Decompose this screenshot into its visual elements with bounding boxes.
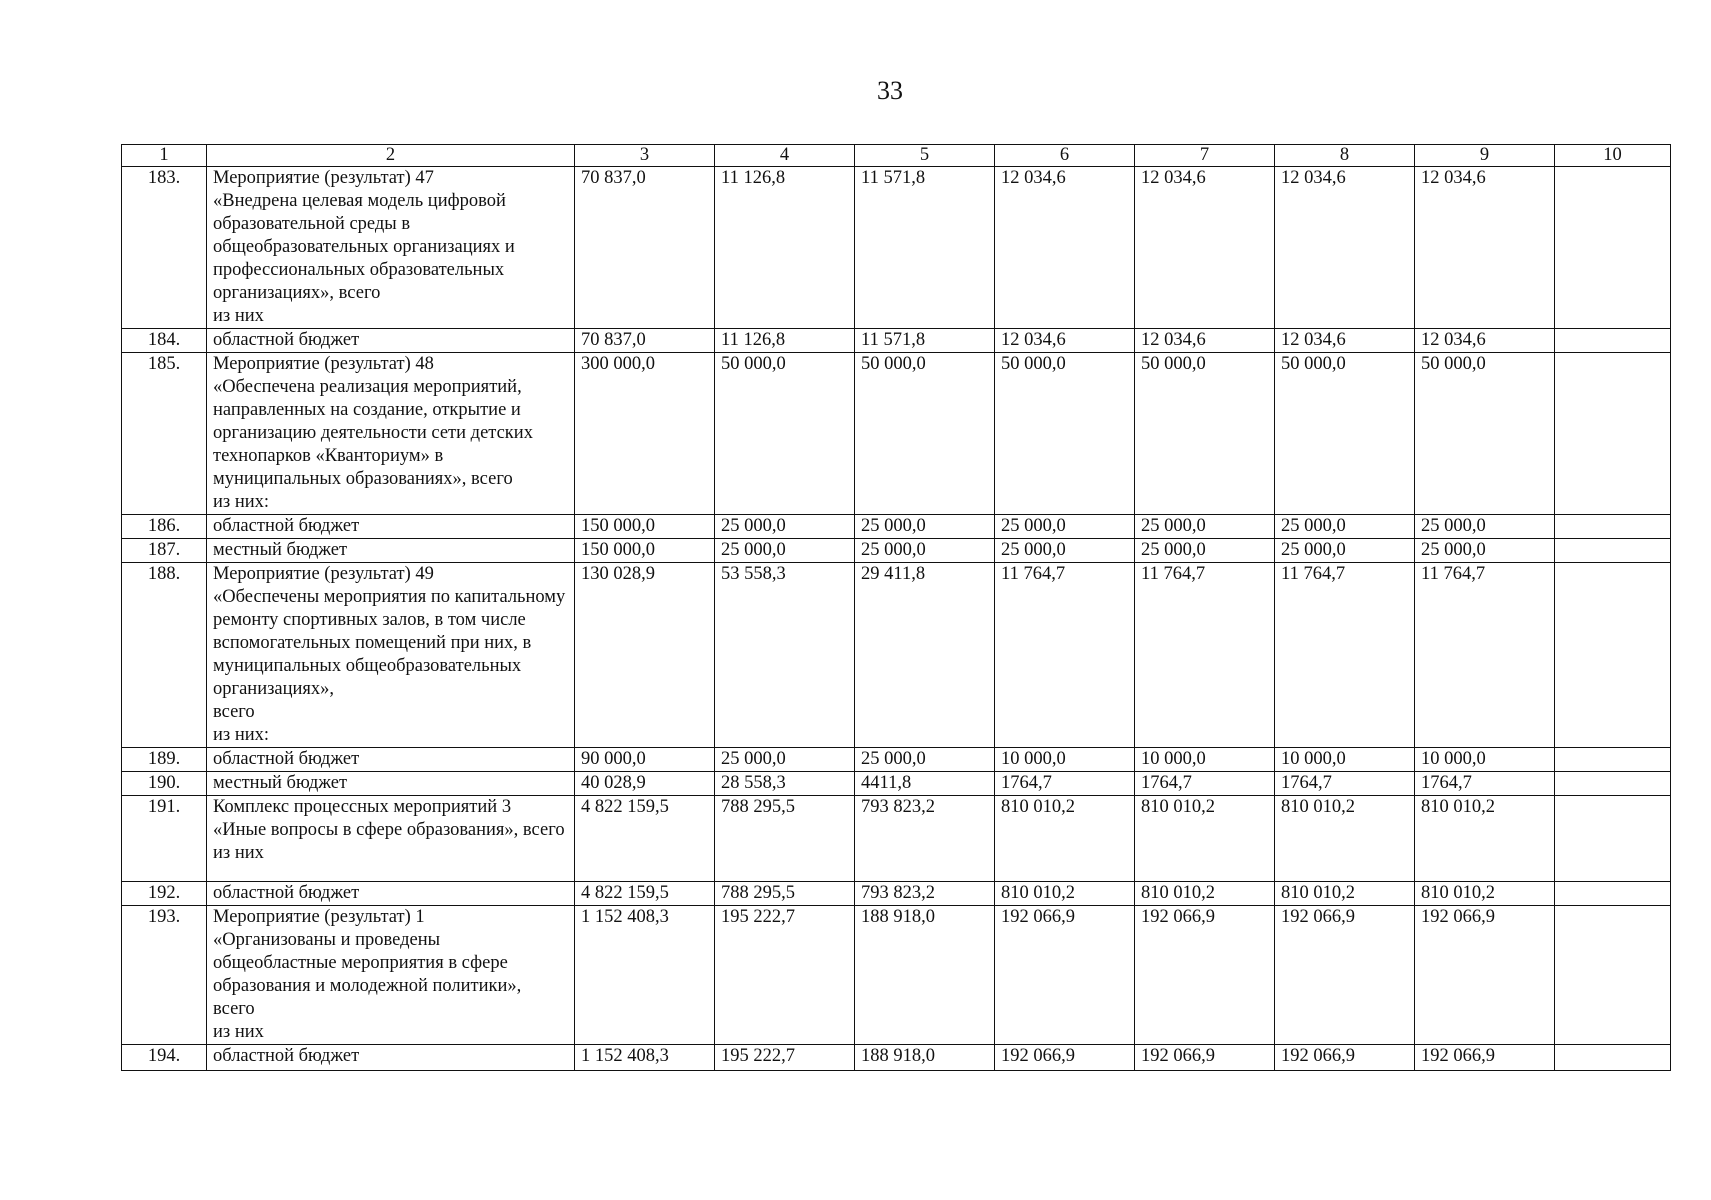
- row-number: 184.: [122, 329, 207, 353]
- row-number: 194.: [122, 1045, 207, 1071]
- table-row: [122, 329, 1671, 353]
- value-cell-col-10: [1555, 515, 1671, 539]
- table-row: [122, 353, 1671, 515]
- value-cell-col-10: [1555, 1045, 1671, 1071]
- value-cell-col-6: 1764,7: [995, 772, 1135, 796]
- row-name: областной бюджет: [207, 515, 575, 539]
- table-row: [122, 515, 1671, 539]
- value-cell-col-9: 810 010,2: [1415, 796, 1555, 882]
- value-cell-col-7: 50 000,0: [1135, 353, 1275, 515]
- value-cell-col-3: 40 028,9: [575, 772, 715, 796]
- value-cell-col-6: 11 764,7: [995, 563, 1135, 748]
- column-header-9: 9: [1415, 145, 1555, 167]
- value-cell-col-10: [1555, 748, 1671, 772]
- value-cell-col-8: 12 034,6: [1275, 167, 1415, 329]
- row-name: областной бюджет: [207, 748, 575, 772]
- value-cell-col-6: 810 010,2: [995, 882, 1135, 906]
- table-row: [122, 748, 1671, 772]
- value-cell-col-5: 188 918,0: [855, 906, 995, 1045]
- value-cell-col-6: 25 000,0: [995, 539, 1135, 563]
- row-number: 185.: [122, 353, 207, 515]
- value-cell-col-9: 50 000,0: [1415, 353, 1555, 515]
- column-header-7: 7: [1135, 145, 1275, 167]
- value-cell-col-3: 90 000,0: [575, 748, 715, 772]
- value-cell-col-6: 810 010,2: [995, 796, 1135, 882]
- value-cell-col-4: 195 222,7: [715, 906, 855, 1045]
- value-cell-col-5: 50 000,0: [855, 353, 995, 515]
- value-cell-col-10: [1555, 353, 1671, 515]
- value-cell-col-4: 25 000,0: [715, 748, 855, 772]
- value-cell-col-8: 10 000,0: [1275, 748, 1415, 772]
- row-number: 190.: [122, 772, 207, 796]
- value-cell-col-9: 1764,7: [1415, 772, 1555, 796]
- value-cell-col-5: 25 000,0: [855, 515, 995, 539]
- value-cell-col-3: 1 152 408,3: [575, 1045, 715, 1071]
- table-row: [122, 882, 1671, 906]
- value-cell-col-4: 195 222,7: [715, 1045, 855, 1071]
- table-row: [122, 539, 1671, 563]
- table-row: [122, 167, 1671, 329]
- value-cell-col-5: 11 571,8: [855, 167, 995, 329]
- column-header-4: 4: [715, 145, 855, 167]
- row-name: Мероприятие (результат) 48 «Обеспечена реализация мероприятий, направленных на создание, открытие и организацию деятельности сети детских технопарков «Кванториум» в муниципальных образованиях», всего из них:: [207, 353, 575, 515]
- row-name: Мероприятие (результат) 49 «Обеспечены мероприятия по капитальному ремонту спортивных залов, в том числе вспомогательных помещений при них, в муниципальных общеобразовательных организациях», всего из них:: [207, 563, 575, 748]
- row-name: местный бюджет: [207, 772, 575, 796]
- row-name: Комплекс процессных мероприятий 3 «Иные вопросы в сфере образования», всего из них: [207, 796, 575, 882]
- value-cell-col-6: 192 066,9: [995, 1045, 1135, 1071]
- column-header-3: 3: [575, 145, 715, 167]
- value-cell-col-10: [1555, 329, 1671, 353]
- value-cell-col-10: [1555, 167, 1671, 329]
- row-number: 189.: [122, 748, 207, 772]
- value-cell-col-3: 70 837,0: [575, 167, 715, 329]
- table-row: [122, 772, 1671, 796]
- row-name: местный бюджет: [207, 539, 575, 563]
- value-cell-col-4: 53 558,3: [715, 563, 855, 748]
- value-cell-col-9: 12 034,6: [1415, 167, 1555, 329]
- value-cell-col-3: 130 028,9: [575, 563, 715, 748]
- budget-table: [121, 144, 1671, 1071]
- value-cell-col-8: 810 010,2: [1275, 882, 1415, 906]
- value-cell-col-8: 25 000,0: [1275, 515, 1415, 539]
- value-cell-col-6: 12 034,6: [995, 167, 1135, 329]
- value-cell-col-9: 810 010,2: [1415, 882, 1555, 906]
- value-cell-col-4: 788 295,5: [715, 796, 855, 882]
- value-cell-col-3: 4 822 159,5: [575, 882, 715, 906]
- value-cell-col-5: 793 823,2: [855, 796, 995, 882]
- value-cell-col-9: 192 066,9: [1415, 1045, 1555, 1071]
- value-cell-col-10: [1555, 772, 1671, 796]
- value-cell-col-5: 11 571,8: [855, 329, 995, 353]
- value-cell-col-6: 50 000,0: [995, 353, 1135, 515]
- table-body: [122, 167, 1671, 1071]
- row-number: 186.: [122, 515, 207, 539]
- value-cell-col-3: 150 000,0: [575, 515, 715, 539]
- row-number: 187.: [122, 539, 207, 563]
- row-number: 192.: [122, 882, 207, 906]
- row-name: Мероприятие (результат) 47 «Внедрена целевая модель цифровой образовательной среды в общеобразовательных организациях и профессиональных образовательных организациях», всего из них: [207, 167, 575, 329]
- value-cell-col-9: 11 764,7: [1415, 563, 1555, 748]
- value-cell-col-5: 25 000,0: [855, 748, 995, 772]
- value-cell-col-8: 1764,7: [1275, 772, 1415, 796]
- value-cell-col-3: 150 000,0: [575, 539, 715, 563]
- value-cell-col-5: 793 823,2: [855, 882, 995, 906]
- row-name: областной бюджет: [207, 882, 575, 906]
- value-cell-col-4: 11 126,8: [715, 329, 855, 353]
- value-cell-col-7: 192 066,9: [1135, 906, 1275, 1045]
- value-cell-col-9: 10 000,0: [1415, 748, 1555, 772]
- value-cell-col-4: 11 126,8: [715, 167, 855, 329]
- row-number: 193.: [122, 906, 207, 1045]
- value-cell-col-4: 28 558,3: [715, 772, 855, 796]
- value-cell-col-7: 12 034,6: [1135, 329, 1275, 353]
- row-name: областной бюджет: [207, 329, 575, 353]
- value-cell-col-4: 50 000,0: [715, 353, 855, 515]
- table-row: [122, 563, 1671, 748]
- value-cell-col-4: 788 295,5: [715, 882, 855, 906]
- value-cell-col-3: 4 822 159,5: [575, 796, 715, 882]
- value-cell-col-8: 192 066,9: [1275, 906, 1415, 1045]
- column-header-2: 2: [207, 145, 575, 167]
- table-row: [122, 1045, 1671, 1071]
- value-cell-col-5: 4411,8: [855, 772, 995, 796]
- table-row: [122, 906, 1671, 1045]
- value-cell-col-5: 25 000,0: [855, 539, 995, 563]
- column-header-8: 8: [1275, 145, 1415, 167]
- value-cell-col-7: 810 010,2: [1135, 882, 1275, 906]
- row-number: 188.: [122, 563, 207, 748]
- row-name: областной бюджет: [207, 1045, 575, 1071]
- value-cell-col-4: 25 000,0: [715, 539, 855, 563]
- column-header-6: 6: [995, 145, 1135, 167]
- value-cell-col-10: [1555, 796, 1671, 882]
- header-row: [122, 145, 1671, 167]
- value-cell-col-8: 12 034,6: [1275, 329, 1415, 353]
- page-number: 33: [877, 76, 903, 105]
- value-cell-col-5: 188 918,0: [855, 1045, 995, 1071]
- value-cell-col-10: [1555, 882, 1671, 906]
- value-cell-col-7: 192 066,9: [1135, 1045, 1275, 1071]
- value-cell-col-7: 11 764,7: [1135, 563, 1275, 748]
- value-cell-col-4: 25 000,0: [715, 515, 855, 539]
- value-cell-col-6: 10 000,0: [995, 748, 1135, 772]
- value-cell-col-9: 192 066,9: [1415, 906, 1555, 1045]
- value-cell-col-8: 810 010,2: [1275, 796, 1415, 882]
- value-cell-col-8: 11 764,7: [1275, 563, 1415, 748]
- value-cell-col-10: [1555, 539, 1671, 563]
- value-cell-col-10: [1555, 906, 1671, 1045]
- row-number: 191.: [122, 796, 207, 882]
- column-header-1: 1: [122, 145, 207, 167]
- value-cell-col-7: 12 034,6: [1135, 167, 1275, 329]
- column-header-10: 10: [1555, 145, 1671, 167]
- value-cell-col-6: 12 034,6: [995, 329, 1135, 353]
- value-cell-col-9: 25 000,0: [1415, 539, 1555, 563]
- value-cell-col-8: 50 000,0: [1275, 353, 1415, 515]
- value-cell-col-7: 25 000,0: [1135, 515, 1275, 539]
- value-cell-col-9: 25 000,0: [1415, 515, 1555, 539]
- row-name: Мероприятие (результат) 1 «Организованы и проведены общеобластные мероприятия в сфере образования и молодежной политики», всего из них: [207, 906, 575, 1045]
- value-cell-col-3: 1 152 408,3: [575, 906, 715, 1045]
- row-number: 183.: [122, 167, 207, 329]
- value-cell-col-8: 25 000,0: [1275, 539, 1415, 563]
- value-cell-col-10: [1555, 563, 1671, 748]
- value-cell-col-9: 12 034,6: [1415, 329, 1555, 353]
- value-cell-col-7: 810 010,2: [1135, 796, 1275, 882]
- value-cell-col-3: 70 837,0: [575, 329, 715, 353]
- value-cell-col-7: 25 000,0: [1135, 539, 1275, 563]
- table-row: [122, 796, 1671, 882]
- value-cell-col-3: 300 000,0: [575, 353, 715, 515]
- value-cell-col-6: 25 000,0: [995, 515, 1135, 539]
- value-cell-col-5: 29 411,8: [855, 563, 995, 748]
- column-header-5: 5: [855, 145, 995, 167]
- table-header: [122, 145, 1671, 167]
- value-cell-col-8: 192 066,9: [1275, 1045, 1415, 1071]
- value-cell-col-6: 192 066,9: [995, 906, 1135, 1045]
- value-cell-col-7: 10 000,0: [1135, 748, 1275, 772]
- value-cell-col-7: 1764,7: [1135, 772, 1275, 796]
